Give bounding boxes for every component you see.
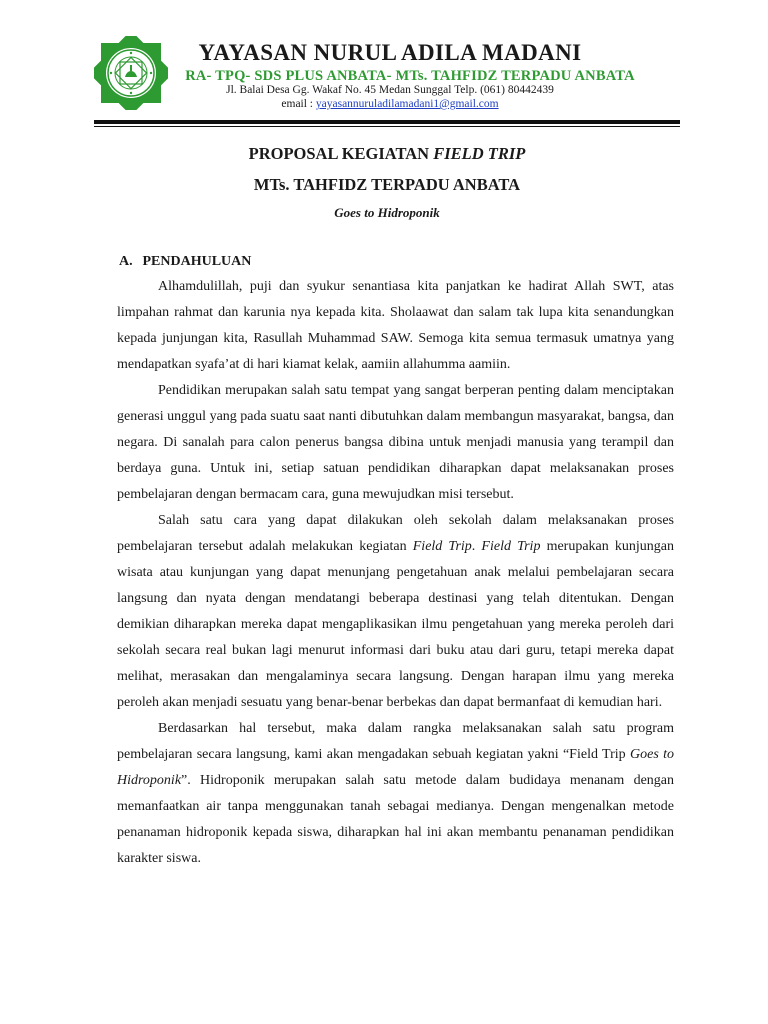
email-label: email : <box>281 98 316 110</box>
paragraph-4-italic: Goes to Hidroponik <box>117 747 674 788</box>
section-body <box>117 274 674 872</box>
document-subtitle: MTs. TAHFIDZ TERPADU ANBATA <box>253 175 521 194</box>
letterhead-divider-thick <box>94 120 680 124</box>
organization-units: RA- TPQ- SDS PLUS ANBATA- MTs. TAHFIDZ TERPADU ANBATA <box>185 68 635 84</box>
paragraph-3 <box>117 508 674 716</box>
paragraph-3-text-c: merupakan kunjungan wisata atau kunjungan yang dapat menunjang pengetahuan anak melalui pembelajaran secara langsung dan nyata dengan mendatangi beberapa destinasi yang telah ditentukan. Dengan demikian diharapkan mereka dapat mengaplikasikan ilmu pengetahuan yang mereka peroleh dari sekolah secara real bukan lagi menurut informasi dari buku atau dari guru, tetapi mereka dapat melihat, merasakan dan mengalaminya secara langsung. Dengan harapan ilmu yang mereka peroleh akan menjadi sesuatu yang benar-benar berbekas dan dapat bermanfaat di kemudian hari. <box>117 539 675 710</box>
letterhead-divider-thin <box>94 126 680 127</box>
paragraph-3-text-a: Salah satu cara yang dapat dilakukan oleh sekolah dalam melaksanakan proses pembelajaran tersebut adalah melakukan kegiatan <box>117 513 674 554</box>
organization-name: YAYASAN NURUL ADILA MADANI <box>198 40 582 65</box>
document-theme: Goes to Hidroponik <box>334 205 440 220</box>
paragraph-3-italic-1: Field Trip <box>412 539 472 554</box>
paragraph-3-text-b: . <box>471 539 482 554</box>
section-title: PENDAHULUAN <box>142 254 252 269</box>
document-title <box>94 144 680 164</box>
paragraph-1: Alhamdulillah, puji dan syukur senantiasa kita panjatkan ke hadirat Allah SWT, atas limpahan rahmat dan karunia nya kepada kita. Sholaawat dan salam tak lupa kita senandungkan kepada junjungan kita, Rasullah Muhammad SAW. Semoga kita semua termasuk umatnya yang mendapatkan syafa’at di hari kiamat kelak, aamiin allahumma aamiin. <box>117 279 674 372</box>
paragraph-3-italic-2: Field Trip <box>481 539 541 554</box>
paragraph-4-text-a: Berdasarkan hal tersebut, maka dalam rangka melaksanakan salah satu program pembelajaran secara langsung, kami akan mengadakan sebuah kegiatan yakni “Field Trip <box>117 721 674 762</box>
section-number: A. <box>119 254 133 269</box>
document-title-prefix: PROPOSAL KEGIATAN <box>248 144 434 163</box>
email-link[interactable]: yayasannuruladilamadani1@gmail.com <box>315 98 499 110</box>
document-title-italic: FIELD TRIP <box>433 144 526 163</box>
paragraph-2: Pendidikan merupakan salah satu tempat yang sangat berperan penting dalam menciptakan generasi unggul yang pada suatu saat nanti dibutuhkan dalam membangun masyarakat, bangsa, dan negara. Di sanalah para calon penerus bangsa dibina untuk menjadi manusia yang terampil dan berdaya guna. Untuk ini, setiap satuan pendidikan diharapkan dapat melaksanakan proses pembelajaran dengan bermacam cara, guna mewujudkan misi tersebut. <box>117 383 674 502</box>
organization-email <box>160 98 620 110</box>
paragraph-4-text-b: ”. Hidroponik merupakan salah satu metode dalam budidaya menanam dengan memanfaatkan air tanpa menggunakan tanah sebagai medianya. Dengan mengenalkan metode penanaman hidroponik kepada siswa, diharapkan hal ini akan membantu penanaman pendidikan karakter siswa. <box>117 773 674 866</box>
paragraph-4 <box>117 716 674 872</box>
section-heading <box>119 254 251 270</box>
organization-address: Jl. Balai Desa Gg. Wakaf No. 45 Medan Sunggal Telp. (061) 80442439 <box>226 84 554 96</box>
